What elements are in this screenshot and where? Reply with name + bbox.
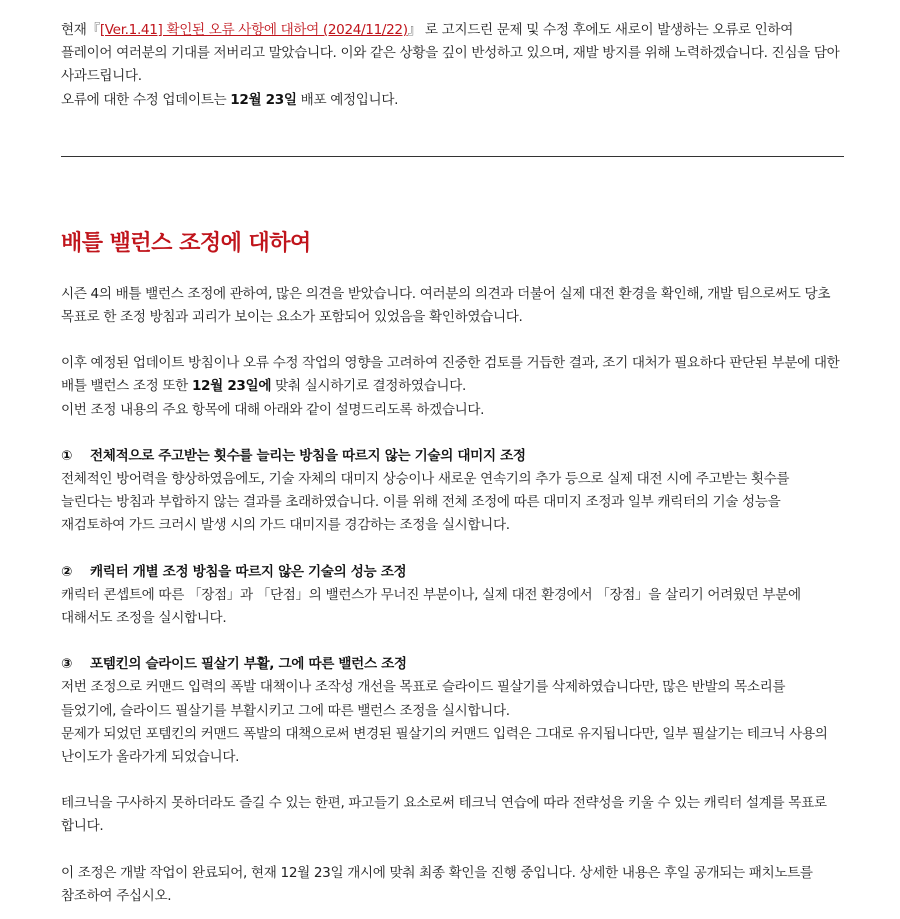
previous-notice-link[interactable]: [Ver.1.41] 확인된 오류 사항에 대하여 (2024/11/22) (99, 22, 408, 38)
para2-prefix: 이후 예정된 업데이트 방침이나 오류 수정 작업의 영향을 고려하여 진중한 검토를 거듭한 결과, 조기 대처가 필요하다 판단된 부분에 대한 배틀 밸런스 조정 또한 (61, 355, 840, 395)
section-paragraph-1: 시즌 4의 배틀 밸런스 조정에 관하여, 많은 의견을 받았습니다. 여러분의 의견과 더불어 실제 대전 환경을 확인해, 개발 팀으로써도 당초 목표로 한 조정 방침과 괴리가 보이는 요소가 포함되어 있었음을 확인하였습니다. (61, 285, 831, 326)
intro-paragraph (61, 19, 844, 89)
update-suffix: 배포 예정입니다. (300, 91, 399, 108)
item-2-title (61, 561, 844, 584)
section-title: 배틀 밸런스 조정에 대하여 (61, 230, 311, 256)
item-1-number: ① (61, 447, 73, 464)
update-prefix: 오류에 대한 수정 업데이트는 (61, 91, 227, 108)
item-3-body-2: 문제가 되었던 포템킨의 커맨드 폭발의 대책으로써 변경된 필살기의 커맨드 입력은 그대로 유지됩니다만, 일부 필살기는 테크닉 사용의 난이도가 올라가게 되었습니다. (61, 725, 828, 766)
section-paragraph-2 (61, 352, 844, 398)
item-3-number: ③ (61, 656, 73, 673)
item-1-body: 전체적인 방어력을 향상하였음에도, 기술 자체의 대미지 상승이나 새로운 연속기의 추가 등으로 실제 대전 시에 주고받는 횟수를 늘린다는 방침과 부합하지 않는 결과를 초래하였습니다. 이를 위해 전체 조정에 따른 대미지 조정과 일부 캐릭터의 기술 성능을 재검토하여 가드 크러시 발생 시의 가드 대미지를 경감하는 조정을 실시합니다. (61, 471, 790, 534)
item-1-title (61, 445, 844, 468)
item-2-number: ② (61, 563, 73, 580)
intro-prefix: 현재 (61, 22, 87, 38)
section-divider (61, 156, 844, 157)
section-paragraph-4: 이 조정은 개발 작업이 완료되어, 현재 12월 23일 개시에 맞춰 최종 확인을 진행 중입니다. 상세한 내용은 후일 공개되는 패치노트를 참조하여 주십시오. (61, 864, 813, 904)
item-2-body: 캐릭터 콘셉트에 따른 「장점」과 「단점」의 밸런스가 무너진 부분이나, 실제 대전 환경에서 「장점」을 살리기 어려웠던 부분에 대해서도 조정을 실시합니다. (61, 586, 801, 627)
item-3-title-text: 포템킨의 슬라이드 필살기 부활, 그에 따른 밸런스 조정 (90, 656, 407, 673)
section-paragraph-3: 테크닉을 구사하지 못하더라도 즐길 수 있는 한편, 파고들기 요소로써 테크닉 연습에 따라 전략성을 키울 수 있는 캐릭터 설계를 목표로 합니다. (61, 795, 827, 835)
intro-text: 로 고지드린 문제 및 수정 후에도 새로이 발생하는 오류로 인하여 플레이어 여러분의 기대를 저버리고 말았습니다. 이와 같은 상황을 깊이 반성하고 있으며, 재발 방지를 위해 노력하겠습니다. 진심을 담아 사과드립니다. (61, 22, 840, 85)
item-2-title-text: 캐릭터 개별 조정 방침을 따르지 않은 기술의 성능 조정 (90, 563, 407, 580)
update-notice (61, 89, 844, 112)
bracket-close: 』 (407, 22, 421, 38)
section-paragraph-2-line: 이번 조정 내용의 주요 항목에 대해 아래와 같이 설명드리도록 하겠습니다. (61, 401, 485, 418)
item-3-body: 저번 조정으로 커맨드 입력의 폭발 대책이나 조작성 개선을 목표로 슬라이드 필살기를 삭제하였습니다만, 많은 반발의 목소리를 들었기에, 슬라이드 필살기를 부활시키고 그에 따른 밸런스 조정을 실시합니다. (61, 679, 786, 719)
item-3-title (61, 653, 844, 676)
notice-content (61, 19, 844, 908)
bracket-open: 『 (86, 22, 100, 38)
para2-date: 12월 23일에 (191, 378, 272, 395)
item-1-title-text: 전체적으로 주고받는 횟수를 늘리는 방침을 따르지 않는 기술의 대미지 조정 (90, 447, 526, 464)
update-date: 12월 23일 (230, 91, 297, 108)
para2-suffix: 맞춰 실시하기로 결정하였습니다. (275, 378, 466, 395)
